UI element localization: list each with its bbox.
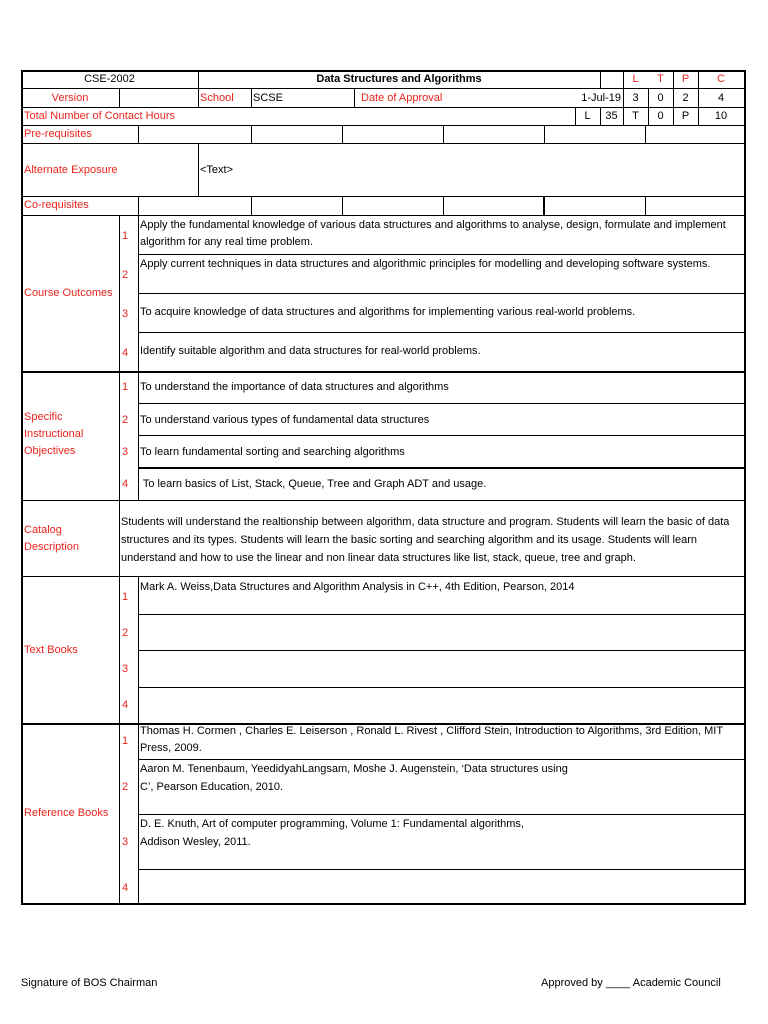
reference-text-1: Thomas H. Cormen , Charles E. Leiserson , Ronald L. Rivest , Clifford Stein, Introduction to Algorithms, 3rd Edition, MIT Press, 2009. [140, 725, 723, 754]
hours-t-value: 0 [657, 110, 664, 122]
text-books-label: Text Books [24, 644, 78, 656]
objectives-label: Specific Instructional Objectives [24, 411, 84, 457]
reference-num-3: 3 [122, 836, 129, 848]
version-label: Version [51, 92, 89, 104]
outcome-num-4: 4 [122, 347, 129, 359]
objective-text-4: To learn basics of List, Stack, Queue, Tree and Graph ADT and usage. [140, 478, 487, 490]
reference-text-3-line2: Addison Wesley, 2011. [140, 836, 251, 848]
ltpc-label-l: L [632, 73, 639, 85]
course-outcomes-label: Course Outcomes [24, 287, 113, 299]
catalog-text: Students will understand the realtionship between algorithm, data structure and program. Students will learn the basic of data structures and its types. Students will learn the basic sorting and searching algorithm and its usage. Students will learn understand and how to use the linear and non linear data structures like list, stack, queue, tree and graph. [121, 516, 730, 564]
objective-text-2: To understand various types of fundamental data structures [140, 414, 430, 426]
objective-num-3: 3 [122, 446, 129, 458]
alternate-exposure-value: <Text> [200, 164, 234, 176]
school-value: SCSE [253, 92, 283, 104]
reference-num-1: 1 [122, 735, 129, 747]
approval-date: 1-Jul-19 [581, 92, 621, 104]
outcome-text-3: To acquire knowledge of data structures and algorithms for implementing various real-world problems. [140, 306, 636, 318]
contact-hours-label: Total Number of Contact Hours [24, 110, 176, 122]
hours-l-label: L [584, 110, 591, 122]
reference-books-label: Reference Books [24, 807, 109, 819]
ltpc-value-c: 4 [717, 92, 725, 104]
ltpc-value-t: 0 [657, 92, 664, 104]
hours-p-label: P [681, 110, 690, 122]
alternate-exposure-label: Alternate Exposure [24, 164, 118, 176]
objective-num-2: 2 [122, 414, 129, 426]
text-book-num-3: 3 [122, 663, 129, 675]
outcome-text-4: Identify suitable algorithm and data structures for real-world problems. [140, 345, 481, 357]
outcome-text-1: Apply the fundamental knowledge of various data structures and algorithms to analyse, design, formulate and implement algorithm for any real time problem. [140, 219, 726, 248]
catalog-label: Catalog Description [24, 524, 80, 553]
signature-bos-chairman: Signature of BOS Chairman [21, 977, 158, 989]
outcome-text-2: Apply current techniques in data structures and algorithmic principles for modelling and developing software systems. [140, 258, 711, 270]
ltpc-value-p: 2 [682, 92, 689, 104]
objective-text-1: To understand the importance of data structures and algorithms [140, 381, 449, 393]
course-syllabus-form [21, 70, 746, 904]
reference-text-2-line1: Aaron M. Tenenbaum, YeedidyahLangsam, Moshe J. Augenstein, ‘Data structures using [140, 763, 568, 775]
text-book-num-2: 2 [122, 627, 129, 639]
ltpc-value-l: 3 [632, 92, 639, 104]
text-book-text-1: Mark A. Weiss,Data Structures and Algorithm Analysis in C++, 4th Edition, Pearson, 2014 [140, 581, 575, 593]
outcome-num-3: 3 [122, 308, 129, 320]
approved-academic-council: Approved by ____ Academic Council [541, 977, 721, 989]
school-label: School [200, 92, 234, 104]
outcome-num-1: 1 [122, 230, 129, 242]
hours-l-value: 35 [605, 110, 618, 122]
reference-num-2: 2 [122, 781, 129, 793]
reference-num-4: 4 [122, 882, 129, 894]
ltpc-label-c: C [717, 73, 725, 85]
corequisites-label: Co-requisites [24, 199, 89, 211]
text-book-num-4: 4 [122, 699, 129, 711]
outcome-num-2: 2 [122, 269, 129, 281]
objective-text-3: To learn fundamental sorting and searching algorithms [140, 446, 405, 458]
reference-text-3-line1: D. E. Knuth, Art of computer programming, Volume 1: Fundamental algorithms, [140, 818, 524, 830]
hours-p-value: 10 [714, 110, 728, 122]
prerequisites-label: Pre-requisites [24, 128, 92, 140]
approval-label: Date of Approval [361, 92, 443, 104]
reference-text-2-line2: C’, Pearson Education, 2010. [140, 781, 284, 793]
ltpc-label-t: T [657, 73, 664, 85]
course-code: CSE-2002 [84, 73, 135, 85]
text-book-num-1: 1 [122, 591, 129, 603]
course-title: Data Structures and Algorithms [316, 73, 482, 85]
objective-num-1: 1 [122, 381, 129, 393]
ltpc-label-p: P [681, 73, 690, 85]
objective-num-4: 4 [122, 478, 129, 490]
hours-t-label: T [632, 110, 639, 122]
